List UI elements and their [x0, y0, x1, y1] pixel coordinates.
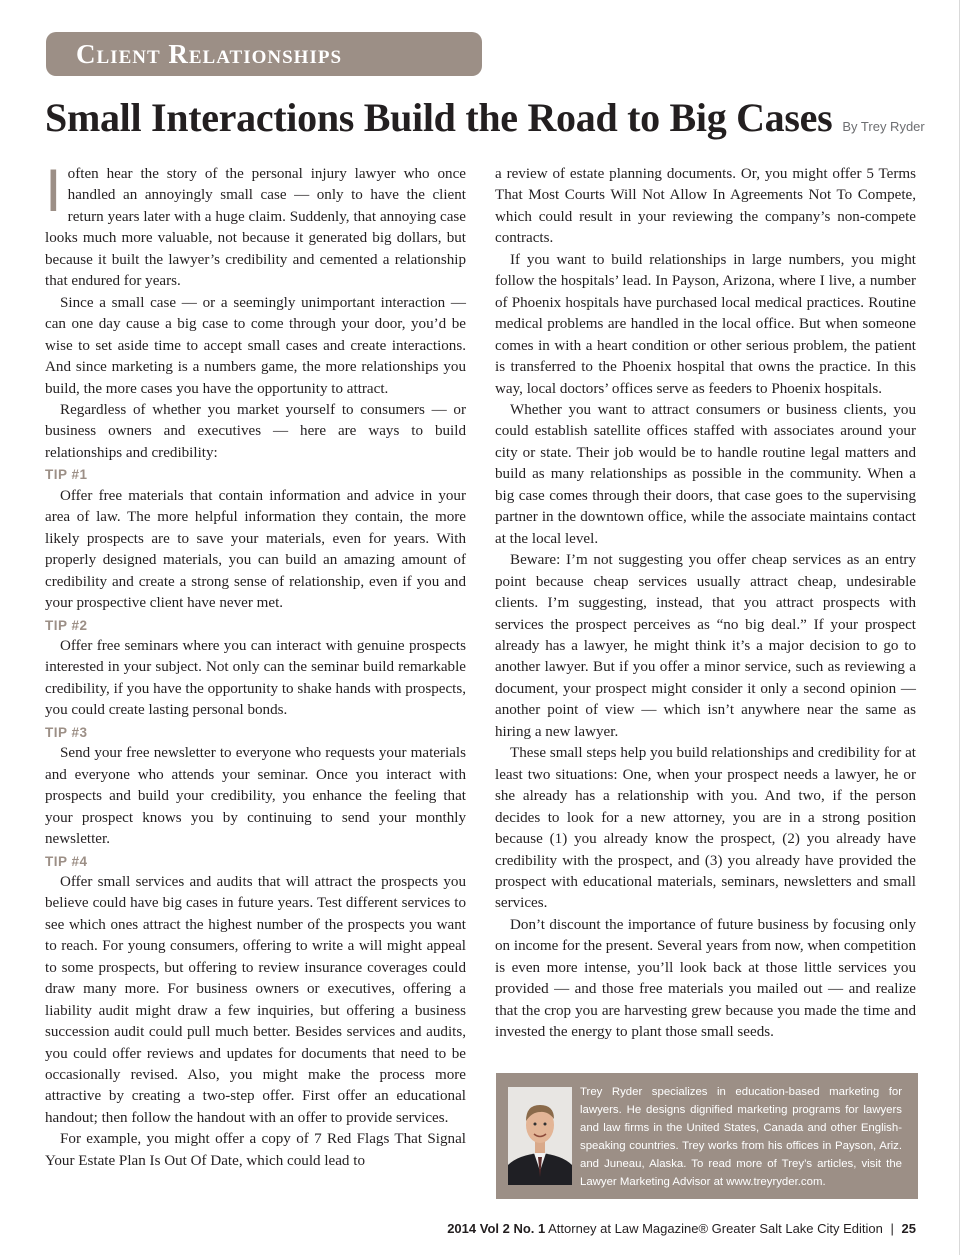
- tip-heading-3: TIP #3: [45, 724, 88, 740]
- author-bio-text: Trey Ryder specializes in education-based marketing for lawyers. He designs dignified marketing programs for lawyers and law firms in the United States, Canada and other English-speaking countries. Trey works from his offices in Payson, Ariz. and Juneau, Alaska. To read more of Trey’s articles, visit the Lawyer Marketing Advisor at www.treyryder.com.: [580, 1086, 902, 1189]
- page-footer: [447, 1221, 916, 1236]
- footer-separator: |: [890, 1221, 894, 1236]
- intro-paragraph: [45, 157, 466, 293]
- body-paragraph: Beware: I’m not suggesting you offer cheap services as an entry point because cheap services usually attract cheap, undesirable clients. I’m suggesting, instead, that you attract prospects with services the prospect perceives as “no big deal.” If your prospect already has a lawyer, he might think it’s a major decision to go to another lawyer. But if you offer a minor service, such as reviewing a document, your prospect might consider it only a second opinion — another point of view — which isn’t anywhere near the same as hiring a new lawyer.: [495, 552, 916, 740]
- author-photo: [508, 1087, 572, 1185]
- tip-heading-2: TIP #2: [45, 617, 88, 633]
- section-label: Client Relationships: [76, 39, 343, 69]
- footer-page-number: 25: [901, 1221, 916, 1236]
- footer-magazine: Attorney at Law Magazine® Greater Salt Lake City Edition: [548, 1221, 883, 1236]
- continuation-paragraph: a review of estate planning documents. Or, you might offer 5 Terms That Most Courts Will Not Allow In Agreements Not To Compete, which could result in your reviewing the company’s non-compete contracts.: [495, 166, 916, 247]
- right-column: [495, 164, 916, 1044]
- author-bio-box: [496, 1073, 918, 1199]
- body-paragraph: Whether you want to attract consumers or business clients, you could establish satellite offices staffed with associates around your city or state. Their job would be to handle routine legal matters and build as many relationships as possible in the community. When a big case comes through their doors, that case goes to the supervising partner in the downtown office, while the associate maintains contact at the local level.: [495, 401, 916, 547]
- left-column: [45, 157, 466, 1172]
- tip-paragraph: Offer free materials that contain information and advice in your area of law. The more helpful information they contain, the more likely prospects are to save your materials, even for years. With properly designed materials, you can build an amazing amount of credibility and create a strong sense of relationship, even if you and your prospective client have never met.: [45, 487, 466, 612]
- tip-heading-4: TIP #4: [45, 853, 88, 869]
- tip-paragraph: Offer small services and audits that will attract the prospects you believe could have big cases in future years. Test different services to see which ones attract the highest number of the prospects you want to reach. For young consumers, offering to write a will might appeal to some prospects, but offering to review insurance coverages could draw many more. For business owners or executives, offering a liability audit might draw a few inquiries, but offering a business succession audit could pull much better. Besides services and audits, you could offer reviews and updates for documents that need to be occasionally revised. Also, you might make the process more attractive by creating a two-step offer. First offer an educational handout; then follow the handout with an offer to provide services.: [45, 873, 466, 1126]
- drop-cap: I: [45, 157, 62, 224]
- body-paragraph: If you want to build relationships in large numbers, you might follow the hospitals’ lead. In Payson, Arizona, where I live, a number of Phoenix hospitals have purchased local medical practices. Routine medical problems are handled in the local office. But when someone comes in with a heart condition or other serious problem, the patient is transferred to the Phoenix hospital that owns the practice. In this way, local doctors’ offices serve as feeders to Phoenix hospitals.: [495, 251, 916, 397]
- body-paragraph: These small steps help you build relationships and credibility for at least two situations: One, when your prospect needs a lawyer, he or she already has a relationship with you. And two, if the person decides to look for a new attorney, you are in a strong position because (1) you already know the prospect, (2) you already have credibility with the prospect, and (3) you already have provided the prospect with educational materials, seminars, newsletters and small services.: [495, 745, 916, 912]
- article-title: Small Interactions Build the Road to Big Cases: [45, 95, 833, 140]
- section-banner: [46, 32, 482, 76]
- tip-paragraph: Offer free seminars where you can interact with genuine prospects interested in your subject. Not only can the seminar build remarkable credibility, if you have the opportunity to shake hands with prospects, you could create lasting personal bonds.: [45, 637, 466, 719]
- tip-heading-1: TIP #1: [45, 467, 88, 483]
- body-paragraph: Don’t discount the importance of future business by focusing only on income for the present. Several years from now, when competition is even more intense, you’ll look back at those little services you provided — and those free materials you mailed out — and realize that the crop you are harvesting grew because you made the time and invested the energy to plant those small seeds.: [495, 916, 916, 1041]
- intro-text: often hear the story of the personal injury lawyer who once handled an annoyingly small case — only to have the client return years later with a huge claim. Suddenly, that annoying case looks much more valuable, not because it generated big dollars, but because it built the lawyer’s credibility and cemented a relationship that endured for years.: [45, 166, 466, 290]
- tip-paragraph: Send your free newsletter to everyone who requests your materials and everyone who attends your seminar. Once you interact with prospects and build your credibility, you enhance the feeling that your prospect knows you by continuing to send your monthly newsletter.: [45, 745, 466, 848]
- body-paragraph: Since a small case — or a seemingly unimportant interaction — can one day cause a big case to come through your door, you’d be wise to set aside time to accept small cases and create interactions. And since marketing is a numbers game, the more relationships you build, the more cases you have the opportunity to attract.: [45, 294, 466, 397]
- footer-issue: 2014 Vol 2 No. 1: [447, 1221, 546, 1236]
- body-paragraph: Regardless of whether you market yourself to consumers — or business owners and executives — here are ways to build relationships and credibility:: [45, 401, 466, 461]
- article-byline: By Trey Ryder: [842, 119, 925, 134]
- article-headline: [45, 94, 925, 141]
- tip-paragraph: For example, you might offer a copy of 7 Red Flags That Signal Your Estate Plan Is Out Of Date, which could lead to: [45, 1131, 466, 1169]
